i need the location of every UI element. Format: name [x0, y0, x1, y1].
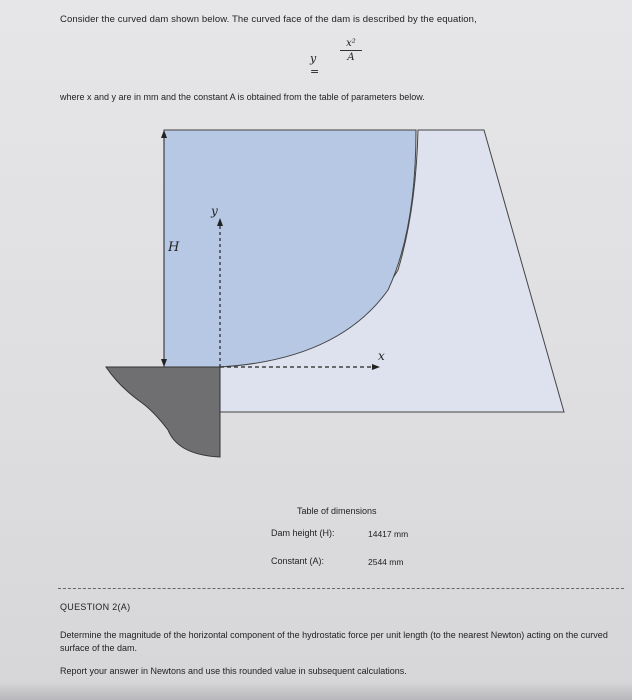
table-label-constant: Constant (A): [271, 556, 325, 566]
question-title: QUESTION 2(A) [60, 602, 131, 612]
table-value-constant: 2544 mm [368, 557, 404, 567]
equation-fraction [340, 38, 362, 63]
label-H: H [168, 240, 180, 255]
equation-denominator: A [347, 52, 355, 63]
equation-numerator: x² [346, 38, 356, 49]
equation-lhs: y = [310, 52, 320, 78]
question-note: Report your answer in Newtons and use this rounded value in subsequent calculations. [60, 666, 407, 676]
label-x: x [378, 349, 385, 363]
dam-diagram [98, 110, 628, 490]
bottom-shadow [0, 682, 632, 700]
table-title: Table of dimensions [297, 506, 377, 516]
dam-figure [98, 110, 628, 490]
table-value-height: 14417 mm [368, 529, 409, 539]
fraction-bar [340, 50, 362, 51]
where-text: where x and y are in mm and the constant A is obtained from the table of parameters below. [60, 92, 425, 102]
ground-foundation [106, 367, 220, 457]
question-body: Determine the magnitude of the horizontal component of the hydrostatic force per unit length (to the nearest Newton) acting on the curved surface of the dam. [60, 630, 608, 653]
table-label-height: Dam height (H): [271, 528, 335, 538]
intro-text: Consider the curved dam shown below. The curved face of the dam is described by the equation, [60, 14, 477, 25]
section-divider [58, 588, 624, 589]
label-y: y [211, 204, 218, 218]
